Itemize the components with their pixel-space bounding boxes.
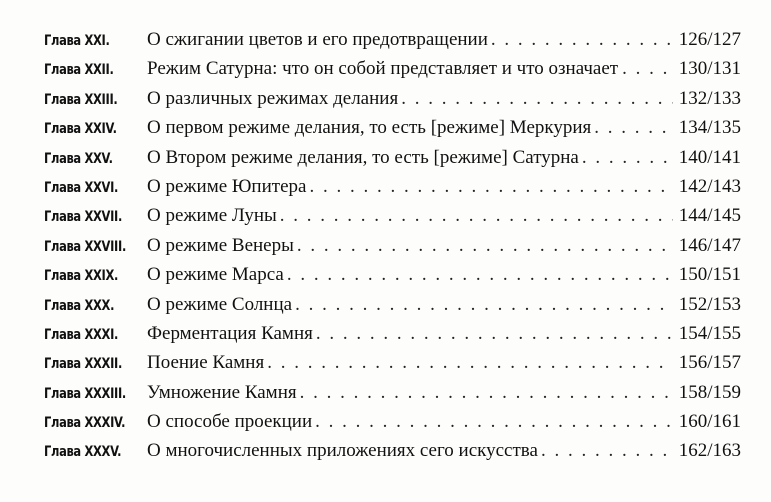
chapter-number: Глава XXXIV. bbox=[44, 415, 126, 432]
toc-entry bbox=[147, 117, 741, 139]
chapter-title: О режиме Венеры bbox=[147, 234, 294, 256]
dot-leader bbox=[297, 235, 673, 257]
toc-row bbox=[0, 117, 771, 146]
toc-entry bbox=[147, 88, 741, 110]
chapter-number: Глава XXII. bbox=[44, 62, 114, 79]
chapter-number: Глава XXVIII. bbox=[44, 238, 126, 255]
toc-entry bbox=[147, 176, 741, 198]
toc-entry bbox=[147, 205, 741, 227]
dot-leader bbox=[315, 411, 673, 433]
toc-row bbox=[0, 411, 771, 440]
toc-entry bbox=[147, 352, 741, 374]
toc-entry bbox=[147, 411, 741, 433]
chapter-number: Глава XXI. bbox=[44, 33, 110, 49]
chapter-number: Глава XXXII. bbox=[44, 356, 123, 373]
page-numbers: 126/127 bbox=[678, 29, 741, 50]
page-numbers: 132/133 bbox=[678, 87, 741, 109]
page-numbers: 146/147 bbox=[678, 234, 741, 256]
chapter-number: Глава XXV. bbox=[44, 150, 113, 167]
dot-leader bbox=[582, 147, 673, 169]
chapter-title: Умножение Камня bbox=[147, 381, 297, 403]
toc-row bbox=[0, 440, 771, 469]
toc-row bbox=[0, 58, 771, 87]
chapter-title: Ферментация Камня bbox=[147, 322, 313, 344]
dot-leader bbox=[295, 294, 673, 316]
chapter-number: Глава XXIII. bbox=[44, 91, 118, 108]
chapter-title: О многочисленных приложениях сего искусства bbox=[147, 440, 538, 462]
chapter-number: Глава XXVII. bbox=[44, 209, 123, 226]
dot-leader bbox=[401, 88, 673, 110]
toc-row bbox=[0, 294, 771, 323]
chapter-number: Глава XXX. bbox=[44, 297, 115, 314]
toc-row bbox=[0, 264, 771, 293]
dot-leader bbox=[594, 117, 672, 139]
chapter-title: О сжигании цветов и его предотвращении bbox=[147, 29, 488, 50]
chapter-number: Глава XXXV. bbox=[44, 444, 122, 461]
dot-leader bbox=[316, 323, 673, 345]
toc-row bbox=[0, 323, 771, 352]
dot-leader bbox=[491, 29, 673, 51]
toc-row bbox=[0, 235, 771, 264]
chapter-title: О режиме Марса bbox=[147, 264, 284, 286]
page-numbers: 134/135 bbox=[678, 117, 741, 139]
chapter-number: Глава XXXI. bbox=[44, 326, 119, 343]
toc-entry bbox=[147, 29, 741, 51]
page-numbers: 162/163 bbox=[678, 440, 741, 462]
dot-leader bbox=[287, 264, 673, 286]
toc-entry bbox=[147, 294, 741, 316]
chapter-title: Поение Камня bbox=[147, 352, 265, 374]
page-numbers: 144/145 bbox=[678, 205, 741, 227]
toc-entry bbox=[147, 382, 741, 404]
toc-row bbox=[0, 205, 771, 234]
dot-leader bbox=[541, 440, 673, 462]
toc-row bbox=[0, 29, 771, 58]
chapter-title: О режиме Юпитера bbox=[147, 175, 307, 197]
toc-row bbox=[0, 88, 771, 117]
chapter-number: Глава XXIV. bbox=[44, 121, 117, 138]
dot-leader bbox=[280, 205, 673, 227]
page-numbers: 150/151 bbox=[678, 264, 741, 286]
dot-leader bbox=[622, 58, 675, 80]
page-numbers: 142/143 bbox=[678, 175, 741, 197]
toc-entry bbox=[147, 147, 741, 169]
chapter-title: О различных режимах делания bbox=[147, 87, 399, 109]
page-numbers: 156/157 bbox=[678, 352, 741, 374]
chapter-number: Глава XXXIII. bbox=[44, 385, 126, 402]
chapter-number: Глава XXIX. bbox=[44, 268, 119, 285]
toc-row bbox=[0, 176, 771, 205]
dot-leader bbox=[267, 352, 673, 374]
chapter-title: О Втором режиме делания, то есть [режиме] Сатурна bbox=[147, 146, 579, 168]
toc-row bbox=[0, 352, 771, 381]
page-numbers: 160/161 bbox=[678, 411, 741, 433]
chapter-number: Глава XXVI. bbox=[44, 179, 119, 196]
page-numbers: 130/131 bbox=[678, 58, 741, 80]
page-numbers: 152/153 bbox=[678, 293, 741, 315]
toc-entry bbox=[147, 235, 741, 257]
toc-entry bbox=[147, 323, 741, 345]
page-numbers: 158/159 bbox=[678, 381, 741, 403]
chapter-title: О способе проекции bbox=[147, 411, 313, 433]
page-numbers: 140/141 bbox=[678, 146, 741, 168]
toc-entry bbox=[147, 440, 741, 462]
chapter-title: О режиме Луны bbox=[147, 205, 277, 227]
toc-row bbox=[0, 147, 771, 176]
toc-entry bbox=[147, 264, 741, 286]
toc-row bbox=[0, 382, 771, 411]
table-of-contents bbox=[0, 29, 771, 470]
chapter-title: Режим Сатурна: что он собой представляет и что означает bbox=[147, 58, 619, 80]
dot-leader bbox=[309, 176, 672, 198]
chapter-title: О режиме Солнца bbox=[147, 293, 293, 315]
page-numbers: 154/155 bbox=[678, 322, 741, 344]
chapter-title: О первом режиме делания, то есть [режиме] Меркурия bbox=[147, 117, 592, 139]
toc-entry bbox=[147, 58, 741, 80]
dot-leader bbox=[300, 382, 673, 404]
